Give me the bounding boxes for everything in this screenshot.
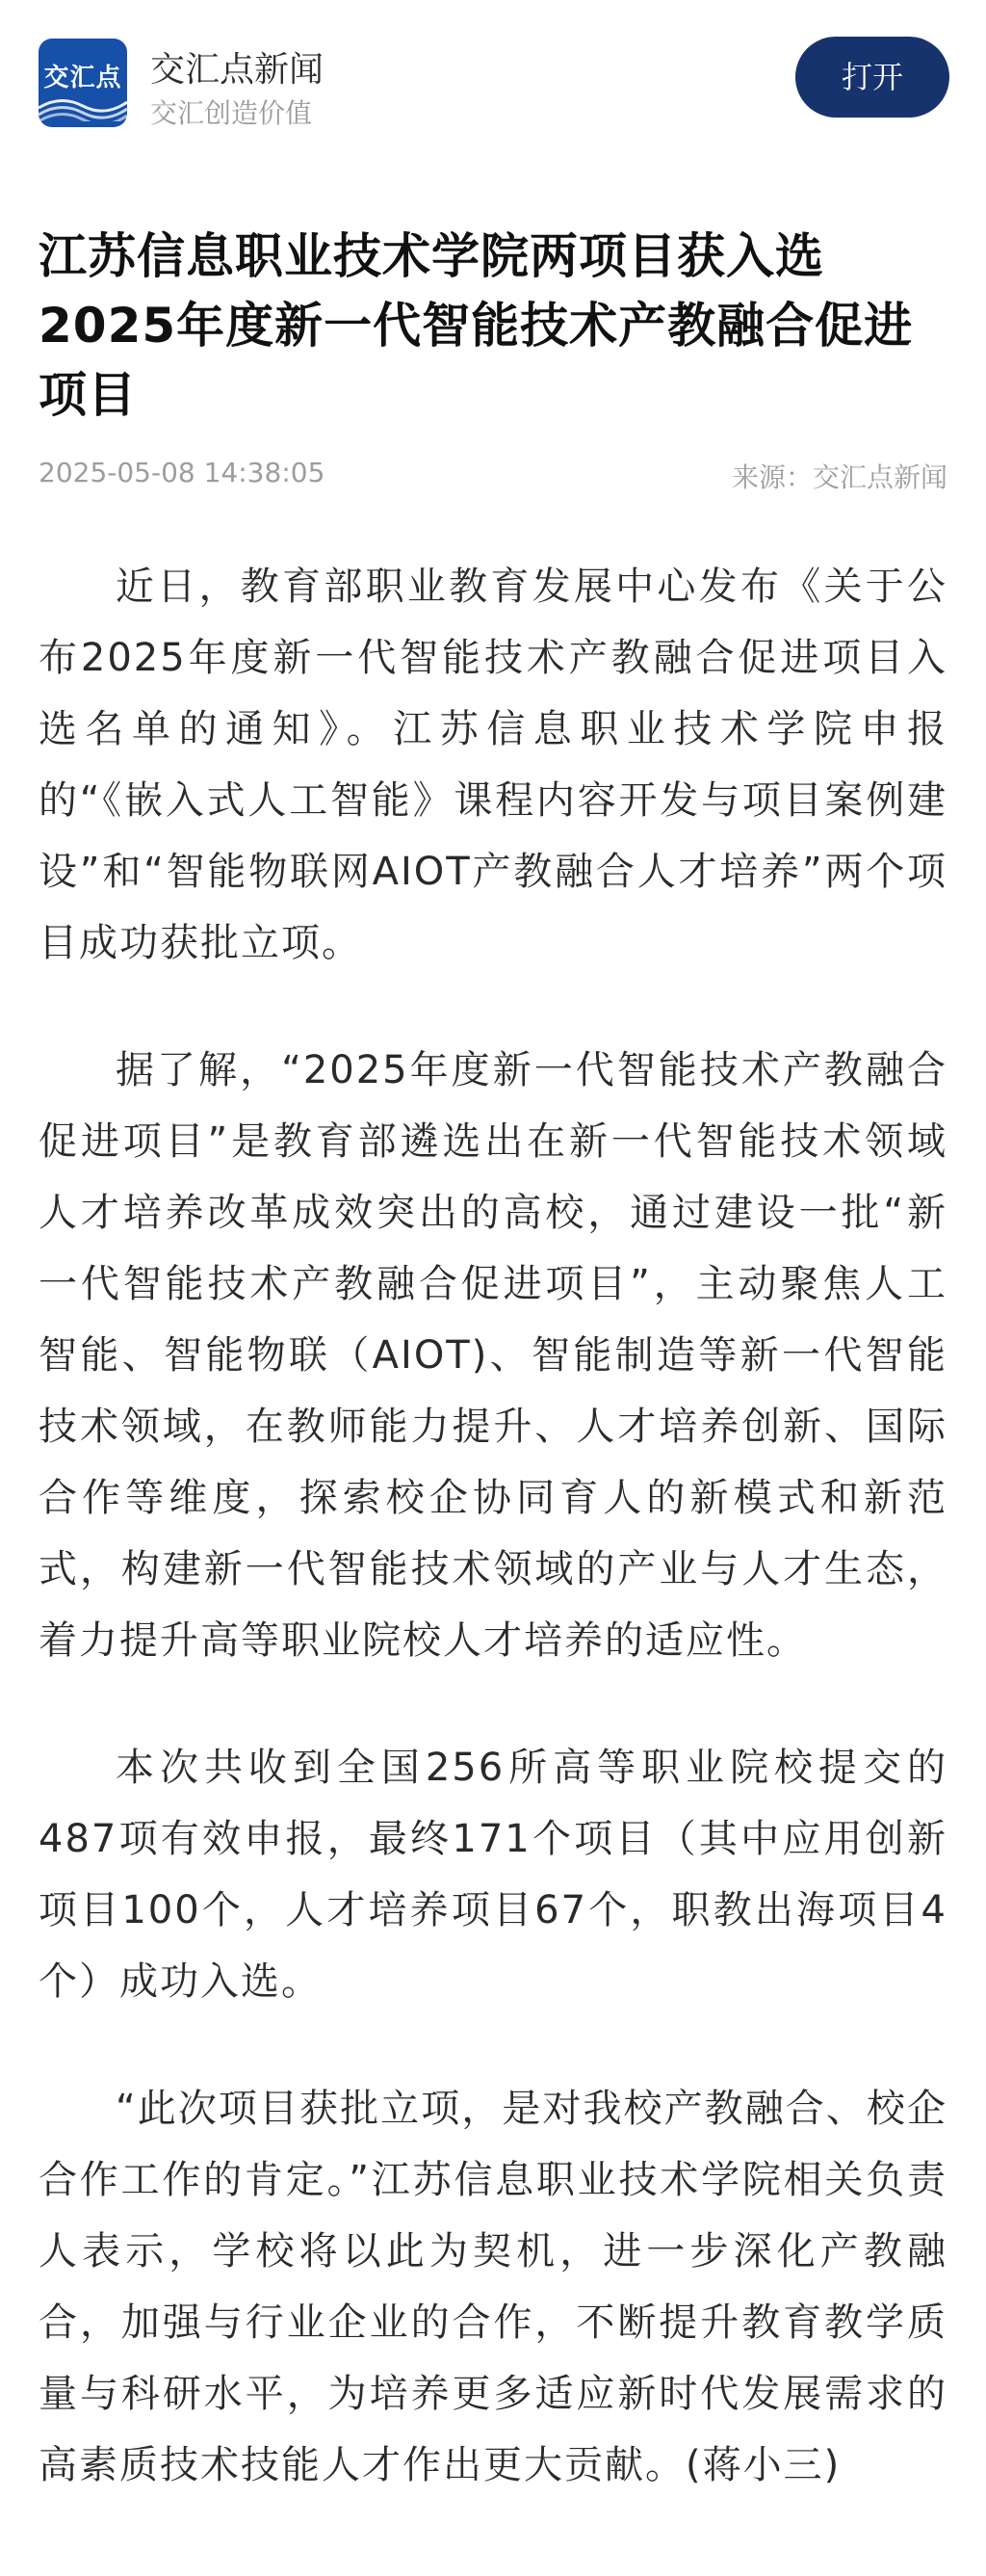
app-name: 交汇点新闻 bbox=[150, 50, 324, 90]
article-title: 江苏信息职业技术学院两项目获入选2025年度新一代智能技术产教融合促进项目 bbox=[39, 228, 914, 423]
open-app-button[interactable]: 打开 bbox=[795, 37, 949, 118]
article-meta bbox=[39, 457, 947, 499]
article-paragraph: “此次项目获批立项，是对我校产教融合、校企合作工作的肯定。”江苏信息职业技术学院相关负责人表示，学校将以此为契机，进一步深化产教融合，加强与行业企业的合作，不断提升教育教学质量与科研水平，为培养更多适应新时代发展需求的高素质技术技能人才作出更大贡献。(蒋小三) bbox=[39, 2087, 947, 2487]
app-logo bbox=[39, 39, 127, 127]
article-paragraph: 据了解，“2025年度新一代智能技术产教融合促进项目”是教育部遴选出在新一代智能技术领域人才培养改革成效突出的高校，通过建设一批“新一代智能技术产教融合促进项目”，主动聚焦人工智能、智能物联（AIOT)、智能制造等新一代智能技术领域，在教师能力提升、人才培养创新、国际合作等维度，探索校企协同育人的新模式和新范式，构建新一代智能技术领域的产业与人才生态，着力提升高等职业院校人才培养的适应性。 bbox=[39, 1048, 947, 1663]
app-slogan: 交汇创造价值 bbox=[150, 97, 313, 129]
article-paragraph: 本次共收到全国256所高等职业院校提交的487项有效申报，最终171个项目（其中应用创新项目100个，人才培养项目67个，职教出海项目4个）成功入选。 bbox=[39, 1746, 947, 2004]
logo-text: 交汇点 bbox=[43, 64, 122, 92]
logo-wave-icon bbox=[39, 89, 127, 121]
article-source: 来源：交汇点新闻 bbox=[731, 461, 947, 493]
article-paragraph: 近日，教育部职业教育发展中心发布《关于公布2025年度新一代智能技术产教融合促进项目入选名单的通知》。江苏信息职业技术学院申报的“《嵌入式人工智能》课程内容开发与项目案例建设”和“智能物联网AIOT产教融合人才培养”两个项目成功获批立项。 bbox=[39, 565, 947, 965]
article-body bbox=[39, 551, 947, 2501]
app-banner bbox=[0, 0, 986, 171]
publish-time: 2025-05-08 14:38:05 bbox=[39, 457, 325, 488]
